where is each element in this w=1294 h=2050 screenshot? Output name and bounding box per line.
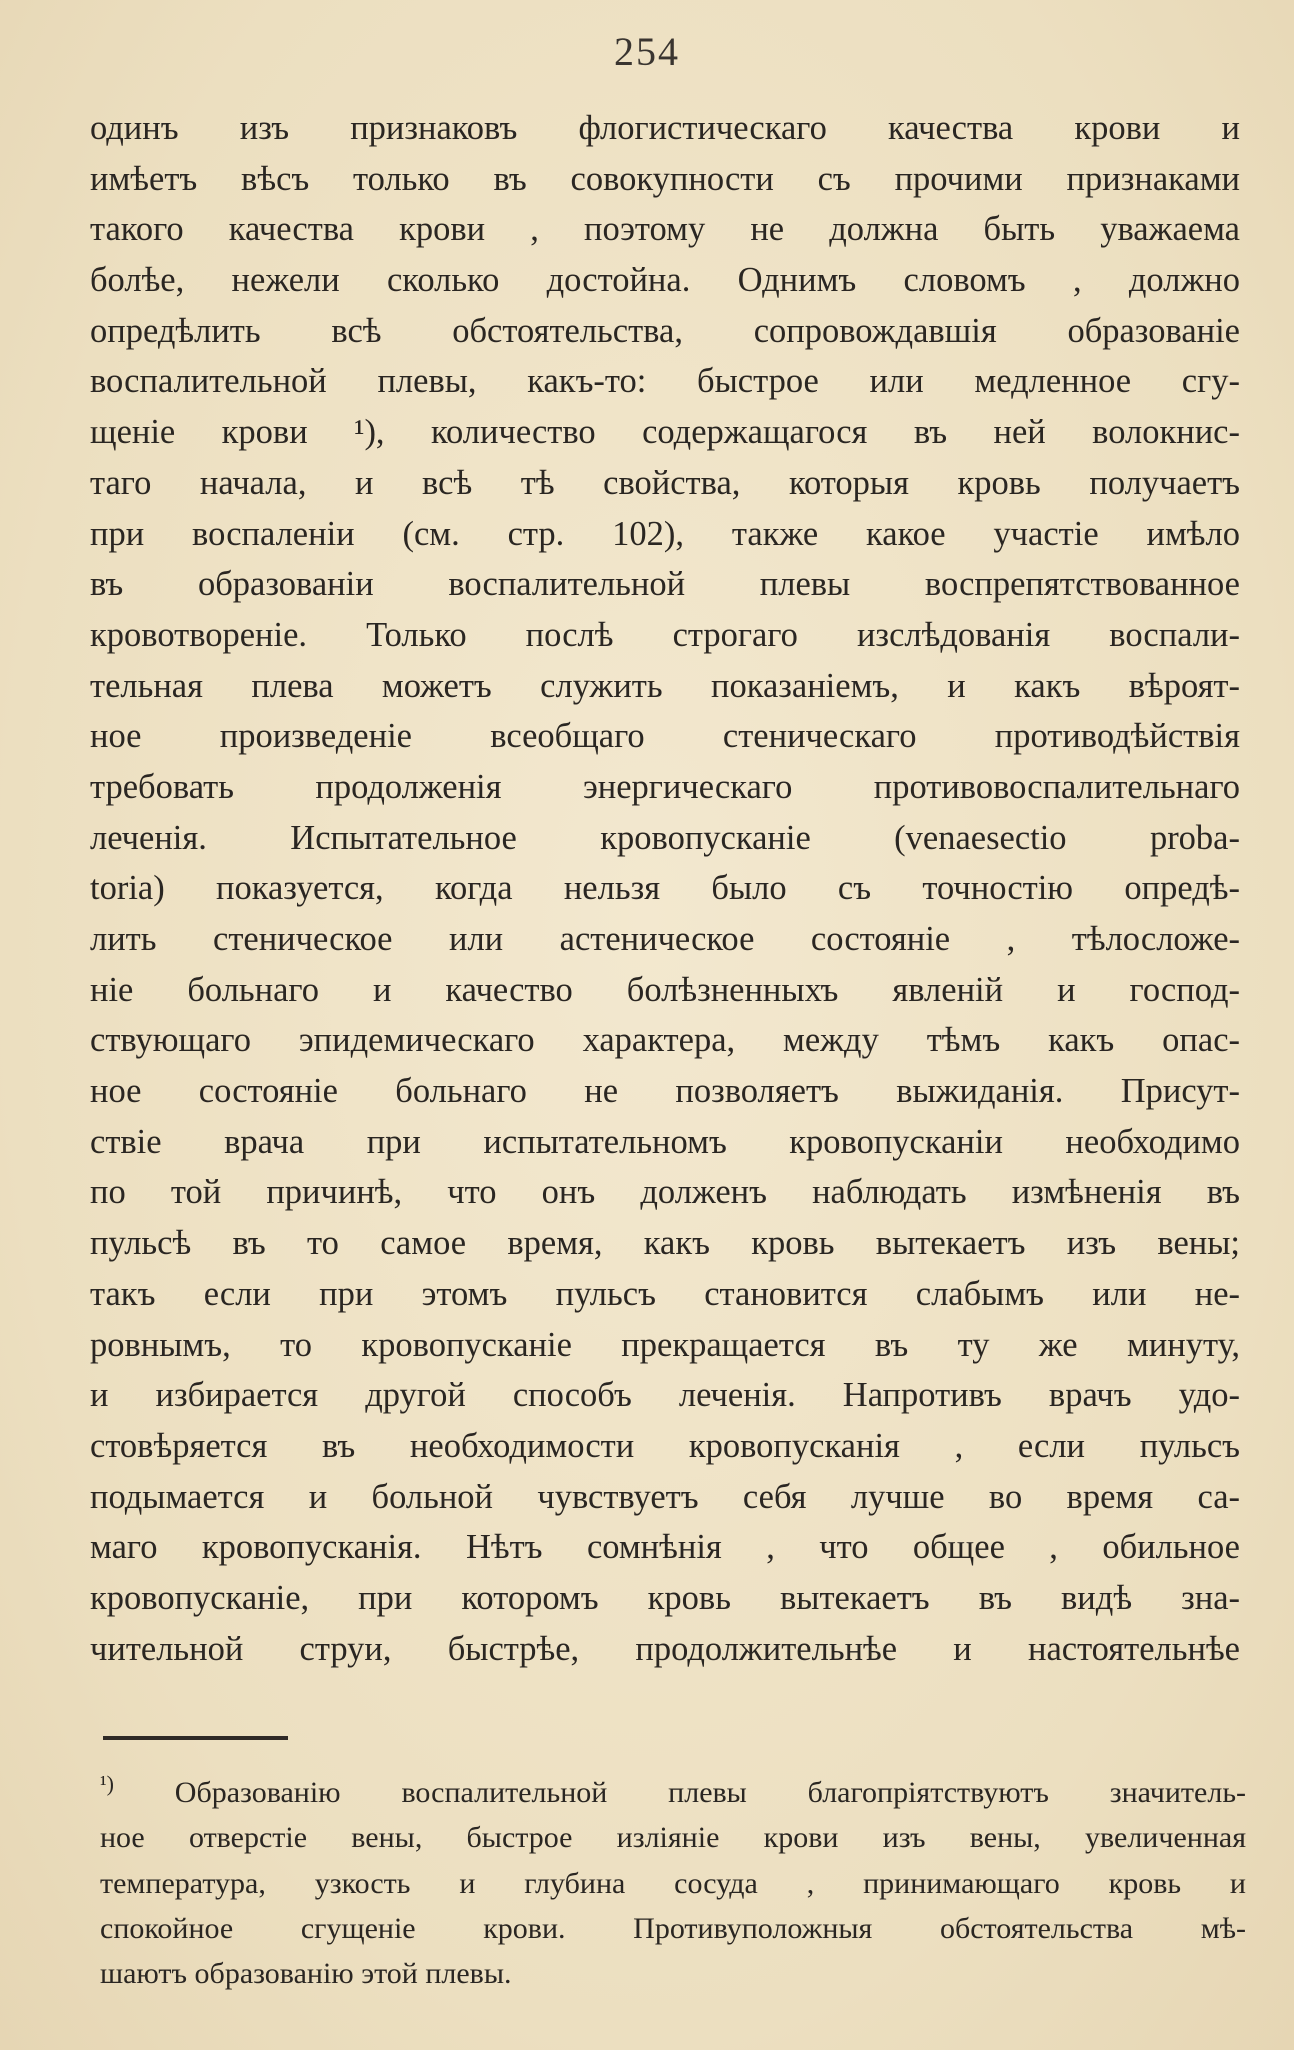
body-line: въ образованіи воспалительной плевы воспрепятствованное (90, 565, 1240, 604)
body-line: ровнымъ, то кровопусканіе прекращается въ ту же минуту, (90, 1325, 1240, 1364)
body-line: одинъ изъ признаковъ флогистическаго качества крови и (90, 109, 1240, 147)
body-line: ніе больнаго и качество болѣзненныхъ явленій и господ- (90, 970, 1240, 1009)
footnote-divider (103, 1736, 288, 1740)
body-line: toria) показуется, когда нельзя было съ точностію опредѣ- (90, 869, 1240, 908)
body-line: подымается и больной чувствуетъ себя лучше во время са- (90, 1477, 1240, 1516)
body-line: кровопусканіе, при которомъ кровь вытекаетъ въ видѣ зна- (90, 1578, 1240, 1617)
body-line: чительной струи, быстрѣе, продолжительнѣе и настоятельнѣе (90, 1629, 1240, 1668)
body-line: кровотвореніе. Только послѣ строгаго изслѣдованія воспали- (90, 615, 1240, 654)
body-line: требовать продолженія энергическаго противовоспалительнаго (90, 767, 1240, 806)
body-line: при воспаленіи (см. стр. 102), также какое участіе имѣло (90, 514, 1240, 553)
body-line: ное произведеніе всеобщаго стеническаго противодѣйствія (90, 717, 1240, 756)
body-line: по той причинѣ, что онъ долженъ наблюдать измѣненія въ (90, 1173, 1240, 1212)
footnote-line: температура, узкость и глубина сосуда , принимающаго кровь и (100, 1866, 1246, 1900)
footnote-line: ное отверстіе вены, быстрое изліяніе крови изъ вены, увеличенная (100, 1821, 1246, 1855)
body-text (90, 103, 1240, 1674)
page-number: 254 (614, 29, 680, 74)
body-line: лить стеническое или астеническое состояніе , тѣлосложе- (90, 920, 1240, 958)
body-line: опредѣлить всѣ обстоятельства, сопровождавшія образованіе (90, 311, 1240, 350)
body-line: щеніе крови ¹), количество содержащагося въ ней волокнис- (90, 413, 1240, 452)
body-line: ное состояніе больнаго не позволяетъ выжиданія. Присут- (90, 1072, 1240, 1111)
body-line: болѣе, нежели сколько достойна. Однимъ словомъ , должно (90, 261, 1240, 300)
body-line: такого качества крови , поэтому не должна быть уважаема (90, 210, 1240, 249)
footnote-line-text: Образованію воспалительной плевы благопріятствуютъ значитель- (174, 1776, 1246, 1809)
body-line: воспалительной плевы, какъ-то: быстрое или медленное сгу- (90, 362, 1240, 401)
footnote-line: спокойное сгущеніе крови. Противуположныя обстоятельства мѣ- (100, 1911, 1246, 1945)
body-line: пульсѣ въ то самое время, какъ кровь вытекаетъ изъ вены; (90, 1224, 1240, 1263)
body-line: стовѣряется въ необходимости кровопусканія , если пульсъ (90, 1426, 1240, 1465)
body-line: и избирается другой способъ леченія. Напротивъ врачъ удо- (90, 1376, 1240, 1415)
footnote-line (100, 1770, 1246, 1815)
body-line: тельная плева можетъ служить показаніемъ, и какъ вѣроят- (90, 666, 1240, 705)
footnote-line: шаютъ образованію этой плевы. (100, 1957, 512, 1991)
footnote-marker: ¹) (100, 1771, 114, 1796)
body-line: ствующаго эпидемическаго характера, между тѣмъ какъ опас- (90, 1021, 1240, 1060)
footnote (100, 1770, 1246, 1996)
body-line: имѣетъ вѣсъ только въ совокупности съ прочими признаками (90, 159, 1240, 198)
body-line: ствіе врача при испытательномъ кровопусканіи необходимо (90, 1122, 1240, 1161)
body-line: леченія. Испытательное кровопусканіе (venaesectio proba- (90, 818, 1240, 857)
body-line: маго кровопусканія. Нѣтъ сомнѣнія , что общее , обильное (90, 1528, 1240, 1567)
body-line: таго начала, и всѣ тѣ свойства, которыя кровь получаетъ (90, 463, 1240, 502)
body-line: такъ если при этомъ пульсъ становится слабымъ или не- (90, 1274, 1240, 1313)
